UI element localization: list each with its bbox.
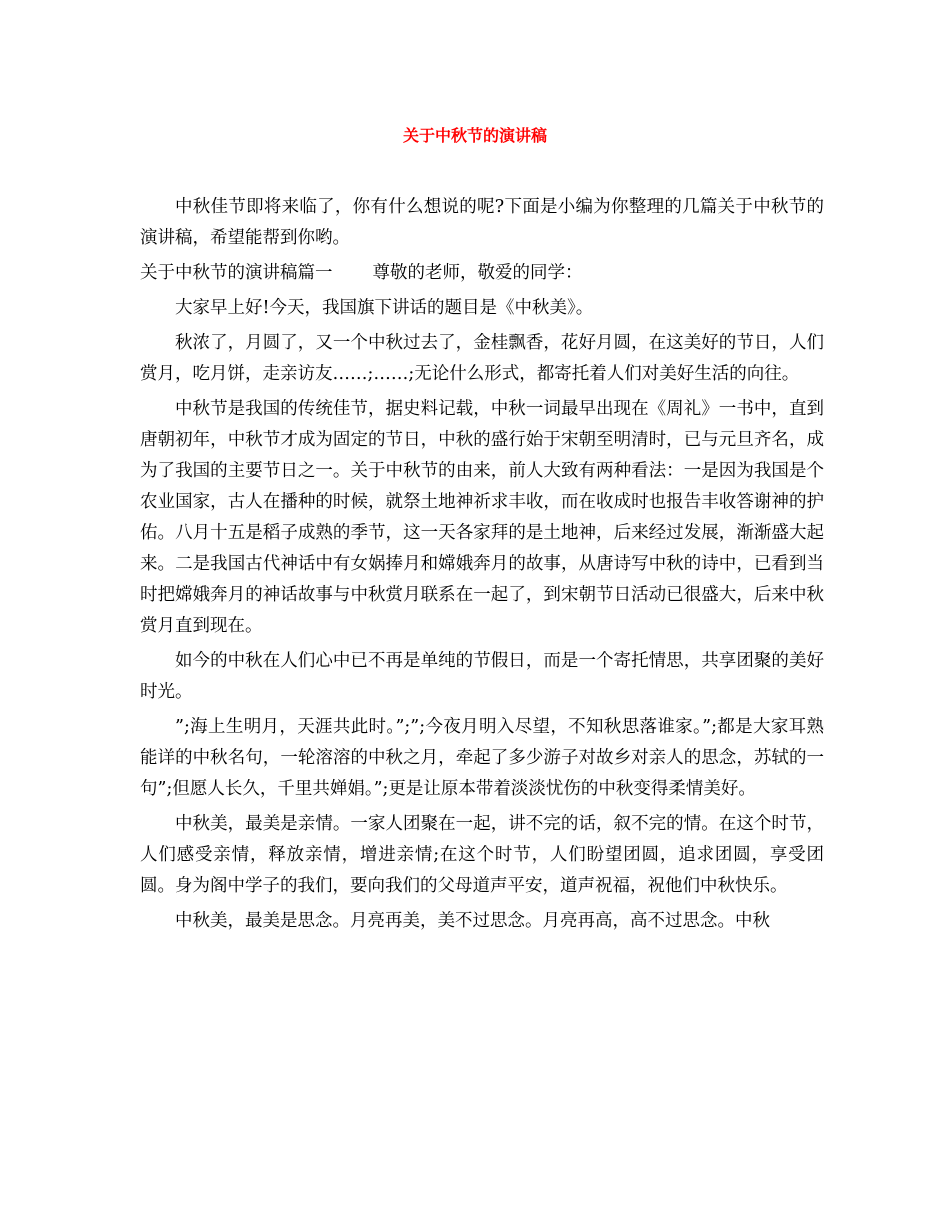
greeting: 尊敬的老师，敬爱的同学： (372, 263, 583, 283)
paragraph: 秋浓了，月圆了，又一个中秋过去了，金桂飘香，花好月圆，在这美好的节日，人们赏月，吃月饼，走亲访友……;……;无论什么形式，都寄托着人们对美好生活的向往。 (140, 333, 824, 384)
paragraph: 中秋美，最美是思念。月亮再美，美不过思念。月亮再高，高不过思念。中秋 (175, 911, 770, 931)
section-heading-line (140, 258, 824, 289)
paragraph-opening: 大家早上好!今天，我国旗下讲话的题目是《中秋美》。 (175, 298, 594, 318)
paragraph: 中秋美，最美是亲情。一家人团聚在一起，讲不完的话，叙不完的情。在这个时节，人们感受亲情，释放亲情，增进亲情;在这个时节，人们盼望团圆，追求团圆，享受团圆。身为阁中学子的我们，要向我们的父母道声平安，道声祝福，祝他们中秋快乐。 (140, 814, 824, 896)
document-title: 关于中秋节的演讲稿 (402, 126, 547, 145)
section-heading: 关于中秋节的演讲稿篇一 (140, 263, 333, 283)
paragraph: 如今的中秋在人们心中已不再是单纯的节假日，而是一个寄托情思，共享团聚的美好时光。 (140, 651, 824, 702)
paragraph: 中秋节是我国的传统佳节，据史料记载，中秋一词最早出现在《周礼》一书中，直到唐朝初年，中秋节才成为固定的节日，中秋的盛行始于宋朝至明清时，已与元旦齐名，成为了我国的主要节日之一。关于中秋节的由来，前人大致有两种看法：一是因为我国是个农业国家，古人在播种的时候，就祭土地神祈求丰收，而在收成时也报告丰收答谢神的护佑。八月十五是稻子成熟的季节，这一天各家拜的是土地神，后来经过发展，渐渐盛大起来。二是我国古代神话中有女娲捧月和嫦娥奔月的故事，从唐诗写中秋的诗中，已看到当时把嫦娥奔月的神话故事与中秋赏月联系在一起了，到宋朝节日活动已很盛大，后来中秋赏月直到现在。 (140, 399, 824, 636)
paragraph: ”;海上生明月，天涯共此时。”;”;今夜月明入尽望，不知秋思落谁家。”;都是大家耳熟能详的中秋名句，一轮溶溶的中秋之月，牵起了多少游子对故乡对亲人的思念，苏轼的一句”;但愿人长久，千里共婵娟。”;更是让原本带着淡淡忧伤的中秋变得柔情美好。 (140, 717, 824, 799)
document-body (140, 192, 824, 941)
paragraph-intro: 中秋佳节即将来临了，你有什么想说的呢?下面是小编为你整理的几篇关于中秋节的演讲稿，希望能帮到你哟。 (140, 197, 824, 248)
